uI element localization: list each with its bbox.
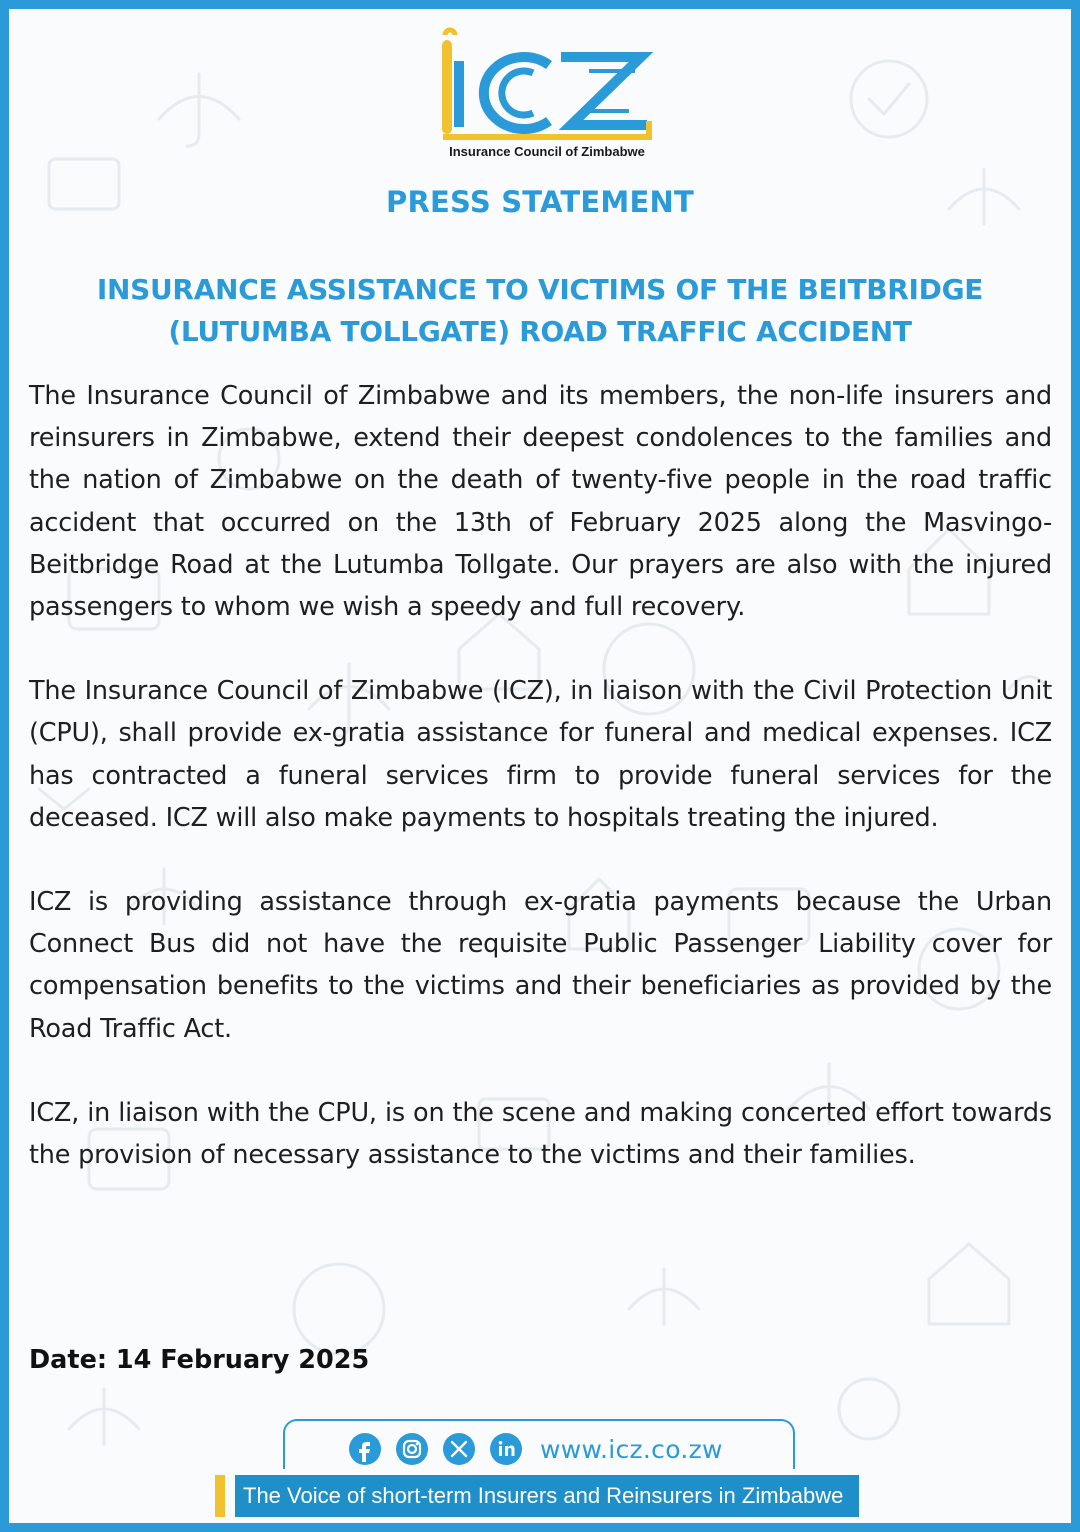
headline-line-1: INSURANCE ASSISTANCE TO VICTIMS OF THE BEITBRIDGE (96, 273, 984, 306)
statement-date: Date: 14 February 2025 (29, 1345, 370, 1375)
website-link[interactable]: www.icz.co.zw (540, 1434, 723, 1464)
paragraph-2: The Insurance Council of Zimbabwe (ICZ), in liaison with the Civil Protection Unit (CPU), shall provide ex-gratia assistance for funeral and medical expenses. ICZ has contracted a funeral services firm to provide funeral services for the deceased. ICZ will also make payments to hospitals treating the injured. (29, 676, 1052, 833)
paragraph-4: ICZ, in liaison with the CPU, is on the scene and making concerted effort towards the provision of necessary assistance to the victims and their families. (29, 1097, 1052, 1171)
instagram-icon[interactable] (396, 1433, 428, 1465)
icz-logo (429, 25, 669, 167)
headline-line-2: (LUTUMBA TOLLGATE) ROAD TRAFFIC ACCIDENT (168, 315, 912, 348)
x-icon[interactable] (443, 1433, 475, 1465)
tagline-accent-bar (215, 1475, 225, 1517)
footer-tagline: The Voice of short-term Insurers and Reinsurers in Zimbabwe (235, 1475, 859, 1517)
linkedin-icon[interactable] (490, 1433, 522, 1465)
facebook-icon[interactable] (349, 1433, 381, 1465)
press-statement-label: PRESS STATEMENT (386, 185, 694, 219)
headline (39, 269, 1041, 353)
paragraph-1: The Insurance Council of Zimbabwe and its members, the non-life insurers and reinsurers in Zimbabwe, extend their deepest condolences to the families and the nation of Zimbabwe on the death of twenty-five people in the road traffic accident that occurred on the 13th of February 2025 along the Masvingo-Beitbridge Road at the Lutumba Tollgate. Our prayers are also with the injured passengers to whom we wish a speedy and full recovery. (29, 381, 1052, 623)
icz-logo-mark (429, 25, 669, 145)
social-links (349, 1431, 723, 1467)
logo-tagline: Insurance Council of Zimbabwe (449, 144, 645, 159)
statement-body (29, 375, 1052, 1218)
paragraph-3: ICZ is providing assistance through ex-gratia payments because the Urban Connect Bus did not have the requisite Public Passenger Liability cover for compensation benefits to the victims and their beneficiaries as provided by the Road Traffic Act. (29, 887, 1052, 1044)
